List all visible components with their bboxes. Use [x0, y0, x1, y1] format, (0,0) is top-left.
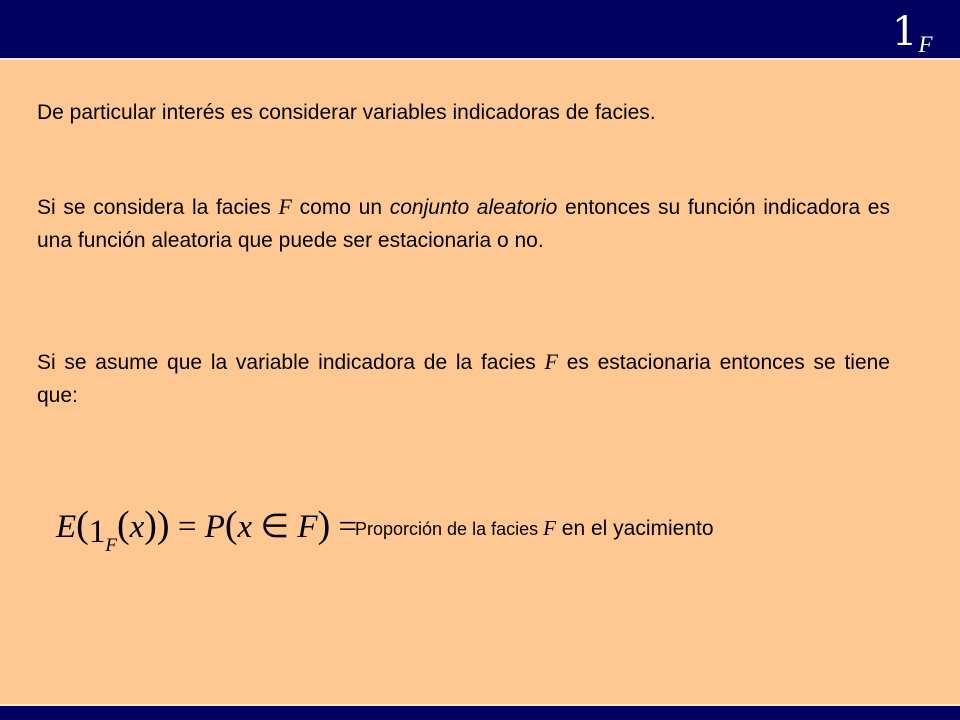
equation [56, 503, 358, 556]
eq-equals-2: = [330, 509, 358, 545]
p2-var-f: F [278, 194, 292, 219]
eq-indicator-one: 1 [88, 514, 106, 550]
paragraph-random-set [37, 190, 890, 257]
eq-open-paren-1: ( [76, 504, 89, 546]
p3-var-f: F [544, 349, 558, 374]
eq-x1: x [129, 509, 145, 545]
equation-caption [355, 516, 714, 541]
eq-probability: P [204, 509, 225, 545]
eq-close-paren-1: ) [156, 504, 170, 546]
eq-indicator-sub: F [105, 535, 117, 556]
eq-close-paren-2: ) [144, 504, 157, 546]
indicator-symbol [892, 10, 933, 60]
p2-emphasis: conjunto aleatorio [389, 196, 558, 219]
p2-text-1: Si se considera la facies [37, 196, 279, 219]
p3-text-2: es estacionaria entonces se tiene que: [37, 351, 890, 407]
paragraph-intro: De particular interés es considerar variables indicadoras de facies. [37, 101, 656, 124]
eq-set-f: F [297, 509, 318, 545]
paragraph-stationary [37, 345, 890, 412]
p2-text-2: como un [291, 196, 390, 219]
eq-expectation: E [56, 509, 77, 545]
p2-text-3: entonces su función indicadora es una función aleatoria que puede ser estacionaria o no. [37, 196, 890, 252]
indicator-symbol-main: 1 [892, 9, 918, 55]
eq-equals-1: = [169, 509, 205, 545]
eq-open-paren-2: ( [116, 504, 130, 546]
caption-var-f: F [543, 516, 556, 540]
caption-text-1: Proporción de la facies [355, 519, 544, 539]
eq-x2: x [237, 509, 253, 545]
eq-close-paren-3: ) [317, 504, 331, 546]
footer-bar [0, 706, 960, 720]
eq-open-paren-3: ( [224, 504, 238, 546]
eq-element-of: ∈ [252, 509, 298, 545]
indicator-symbol-sub: F [918, 32, 933, 57]
p3-text-1: Si se asume que la variable indicadora de la facies [37, 351, 545, 374]
header-bar [0, 0, 960, 58]
header-divider [0, 58, 960, 60]
caption-text-2: en el yacimiento [555, 517, 714, 540]
